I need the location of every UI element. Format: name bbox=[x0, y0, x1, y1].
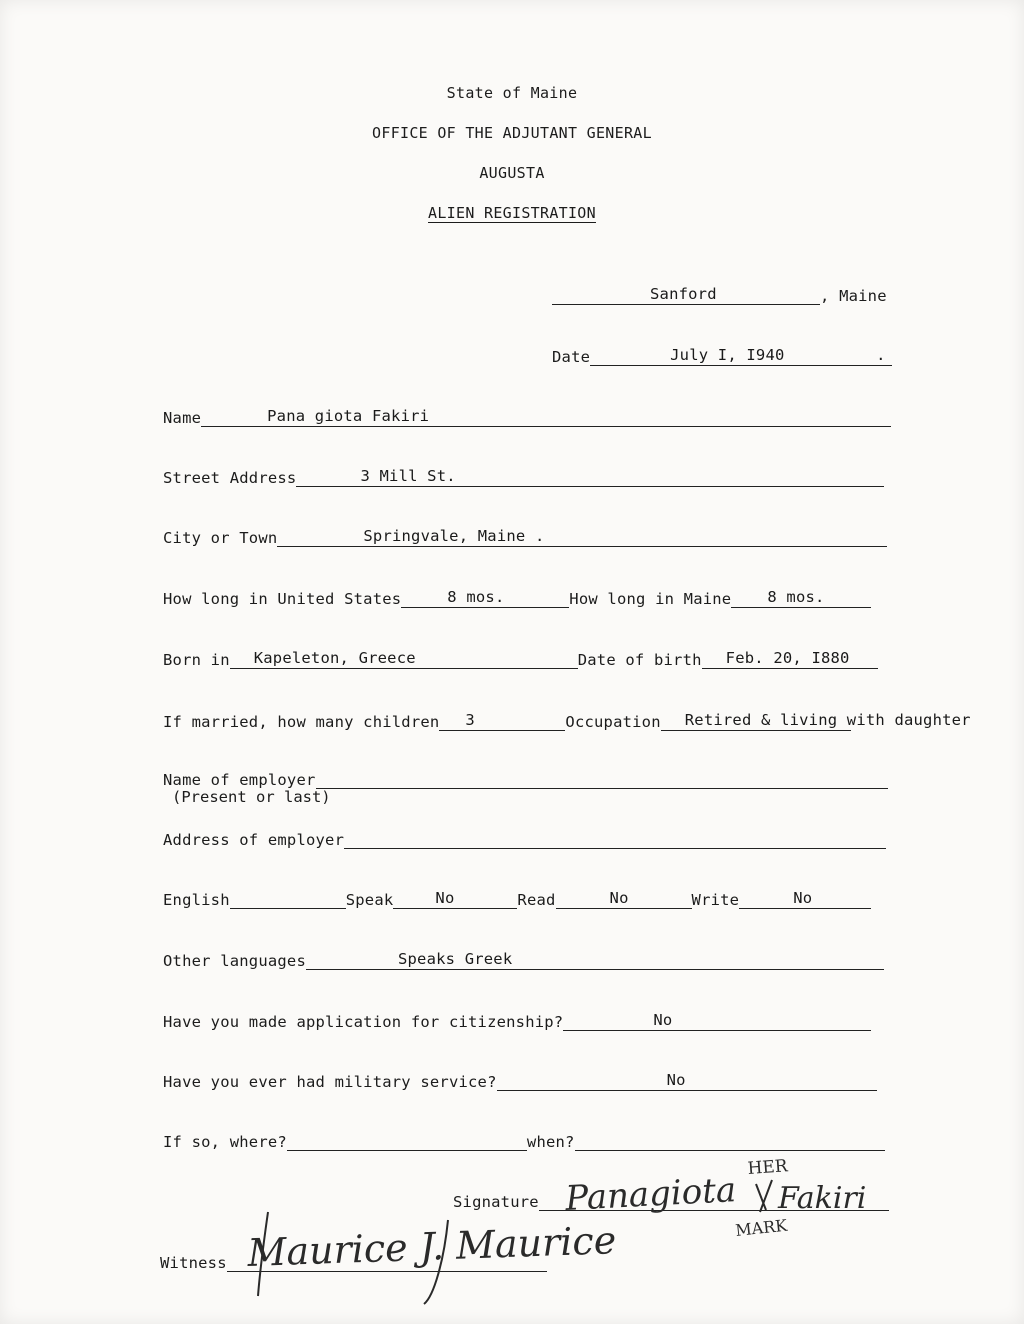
employer-sublabel: (Present or last) bbox=[172, 788, 331, 806]
english-row bbox=[163, 888, 871, 909]
maine-stay-field[interactable] bbox=[731, 587, 871, 608]
name-row bbox=[163, 406, 891, 427]
date-end: . bbox=[876, 346, 886, 364]
date-label: Date bbox=[552, 348, 591, 366]
date-field[interactable] bbox=[590, 345, 892, 366]
military-label: Have you ever had military service? bbox=[163, 1073, 497, 1091]
city-heading: AUGUSTA bbox=[479, 164, 545, 182]
date-row bbox=[552, 345, 892, 366]
languages-label: Other languages bbox=[163, 952, 306, 970]
where-field[interactable] bbox=[287, 1130, 527, 1151]
birth-row bbox=[163, 648, 878, 669]
english-field[interactable] bbox=[230, 888, 346, 909]
state-heading: State of Maine bbox=[446, 84, 578, 102]
children-value: 3 bbox=[465, 711, 475, 729]
svg-text:Panagiota: Panagiota bbox=[564, 1170, 738, 1219]
town-value: Sanford bbox=[650, 285, 717, 303]
signature-label: Signature bbox=[453, 1193, 539, 1211]
dob-label: Date of birth bbox=[577, 651, 702, 669]
svg-text:Fakiri: Fakiri bbox=[778, 1181, 867, 1216]
maine-stay-label: How long in Maine bbox=[569, 590, 732, 608]
form-title: ALIEN REGISTRATION bbox=[428, 204, 596, 222]
state-suffix: , Maine bbox=[820, 287, 887, 305]
children-label: If married, how many children bbox=[163, 713, 440, 731]
employer-label: Name of employer bbox=[163, 771, 316, 789]
children-field[interactable] bbox=[439, 710, 565, 731]
dob-field[interactable] bbox=[702, 648, 878, 669]
employer-row bbox=[163, 768, 888, 789]
where-label: If so, where? bbox=[163, 1133, 287, 1151]
city-row bbox=[163, 526, 887, 547]
employer-address-field[interactable] bbox=[344, 828, 886, 849]
write-label: Write bbox=[691, 891, 740, 909]
speak-value: No bbox=[435, 889, 455, 907]
speak-label: Speak bbox=[345, 891, 394, 909]
street-row bbox=[163, 466, 884, 487]
us-stay-label: How long in United States bbox=[163, 590, 402, 608]
write-value: No bbox=[793, 889, 813, 907]
read-value: No bbox=[609, 889, 629, 907]
military-field[interactable] bbox=[497, 1070, 877, 1091]
us-stay-value: 8 mos. bbox=[447, 588, 505, 606]
date-value: July I, I940 bbox=[670, 346, 785, 364]
us-stay-field[interactable] bbox=[401, 587, 569, 608]
place-row bbox=[552, 284, 887, 305]
languages-value: Speaks Greek bbox=[397, 950, 513, 968]
witness-label: Witness bbox=[160, 1254, 227, 1272]
languages-row bbox=[163, 949, 884, 970]
duration-row bbox=[163, 587, 871, 608]
svg-text:HER: HER bbox=[746, 1156, 789, 1179]
name-value: Pana giota Fakiri bbox=[267, 407, 430, 425]
occupation-field[interactable] bbox=[661, 710, 971, 731]
when-label: when? bbox=[526, 1133, 575, 1151]
employer-address-label: Address of employer bbox=[163, 831, 345, 849]
dob-value: Feb. 20, I880 bbox=[725, 649, 850, 667]
street-value: 3 Mill St. bbox=[360, 467, 456, 485]
svg-text:Maurice J. Maurice: Maurice J. Maurice bbox=[246, 1218, 617, 1275]
born-in-label: Born in bbox=[163, 651, 230, 669]
citizenship-label: Have you made application for citizenship? bbox=[163, 1013, 564, 1031]
city-value: Springvale, Maine . bbox=[363, 527, 545, 545]
children-row bbox=[163, 710, 971, 731]
citizenship-value: No bbox=[653, 1011, 673, 1029]
office-heading: OFFICE OF THE ADJUTANT GENERAL bbox=[372, 124, 652, 142]
street-field[interactable] bbox=[296, 466, 884, 487]
maine-stay-value: 8 mos. bbox=[767, 588, 825, 606]
read-field[interactable] bbox=[556, 888, 692, 909]
occupation-label: Occupation bbox=[565, 713, 661, 731]
city-label: City or Town bbox=[163, 529, 278, 547]
born-in-field[interactable] bbox=[230, 648, 578, 669]
military-value: No bbox=[666, 1071, 686, 1089]
military-row bbox=[163, 1070, 877, 1091]
employer-field[interactable] bbox=[316, 768, 888, 789]
employer-address-row bbox=[163, 828, 886, 849]
name-field[interactable] bbox=[201, 406, 891, 427]
languages-field[interactable] bbox=[306, 949, 884, 970]
street-label: Street Address bbox=[163, 469, 297, 487]
write-field[interactable] bbox=[739, 888, 871, 909]
citizenship-field[interactable] bbox=[563, 1010, 871, 1031]
witness-handwriting bbox=[238, 1200, 678, 1310]
svg-text:MARK: MARK bbox=[734, 1215, 789, 1240]
name-label: Name bbox=[163, 409, 202, 427]
citizenship-row bbox=[163, 1010, 871, 1031]
english-label: English bbox=[163, 891, 230, 909]
city-field[interactable] bbox=[277, 526, 887, 547]
born-in-value: Kapeleton, Greece bbox=[253, 649, 416, 667]
occupation-value: Retired & living with daughter bbox=[684, 711, 971, 729]
town-field[interactable] bbox=[552, 284, 820, 305]
speak-field[interactable] bbox=[393, 888, 517, 909]
read-label: Read bbox=[517, 891, 556, 909]
